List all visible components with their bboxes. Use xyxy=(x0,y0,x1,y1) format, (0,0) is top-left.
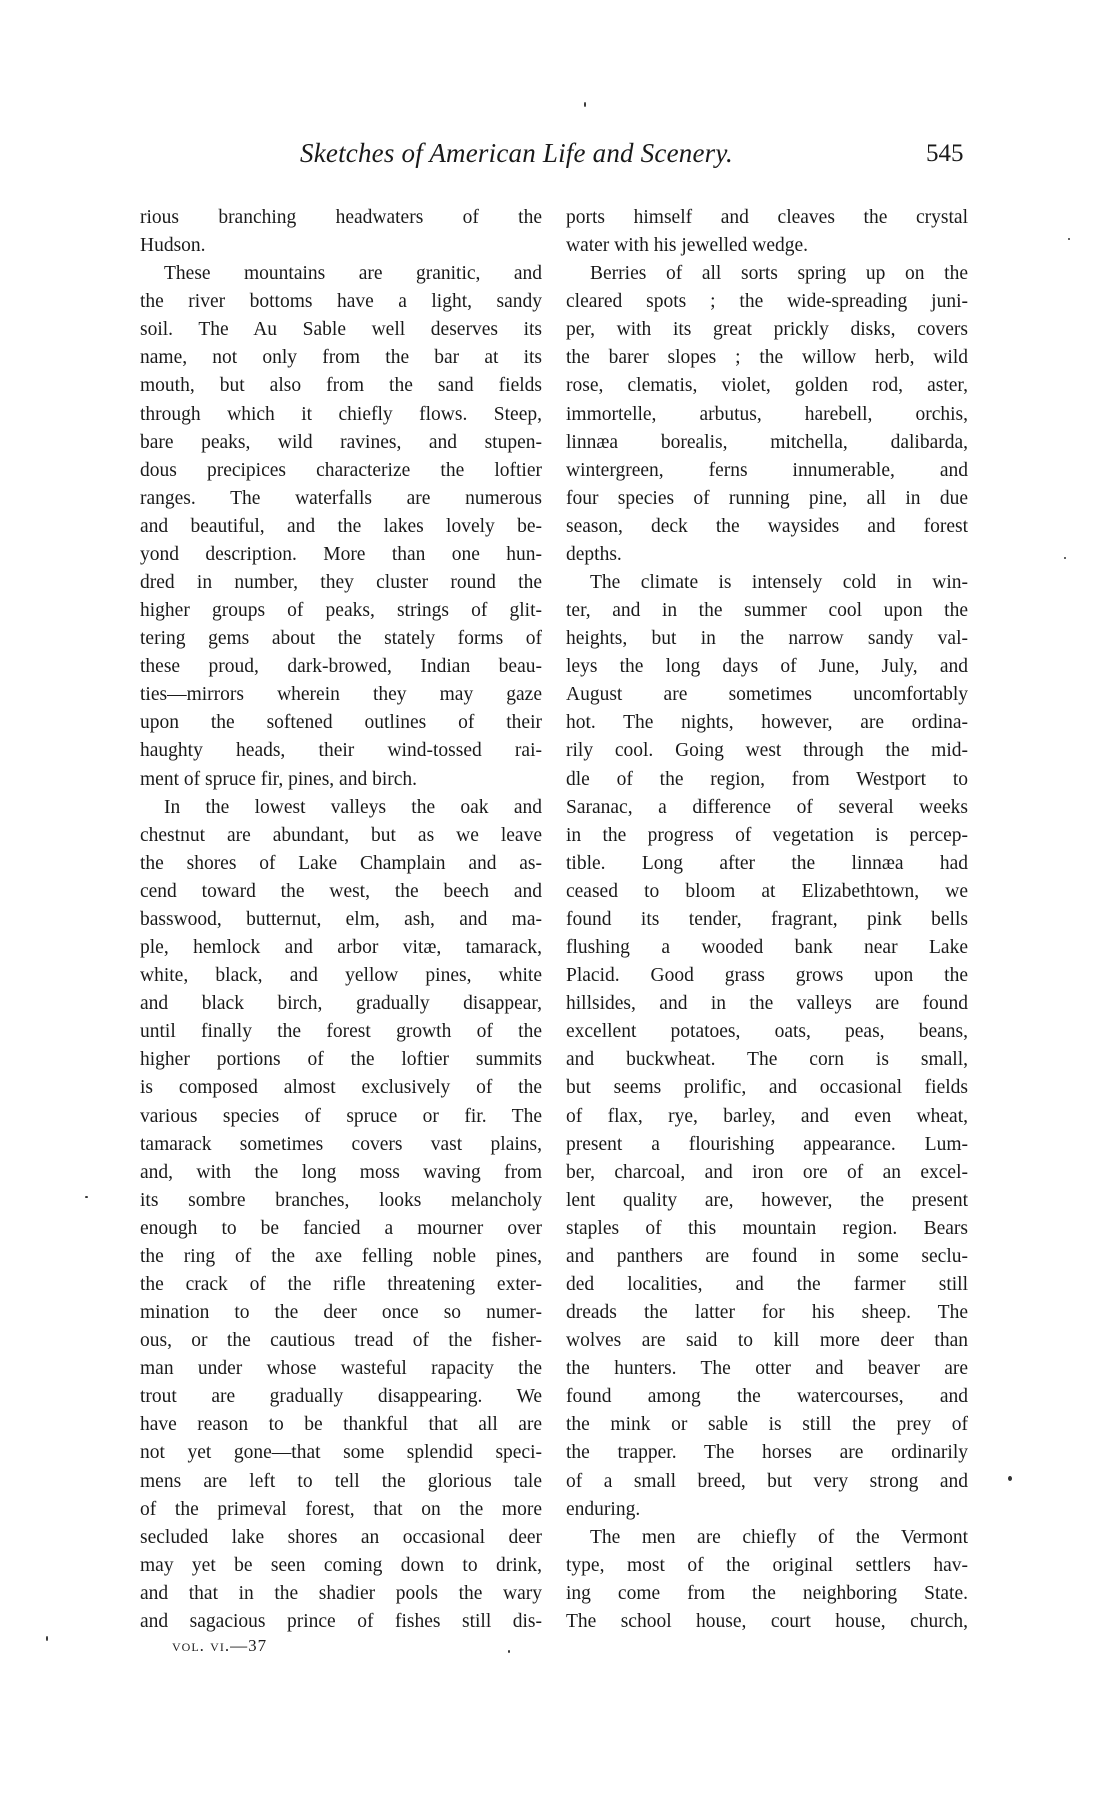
text-line: higher groups of peaks, strings of glit- xyxy=(140,600,542,622)
text-line: bare peaks, wild ravines, and stupen- xyxy=(140,431,542,453)
text-line: is composed almost exclusively of the xyxy=(140,1077,542,1099)
text-line: Hudson. xyxy=(140,235,206,257)
text-line: excellent potatoes, oats, peas, beans, xyxy=(566,1021,968,1043)
text-line: ranges. The waterfalls are numerous xyxy=(140,487,542,509)
text-line: The school house, court house, church, xyxy=(566,1610,968,1632)
text-line: wolves are said to kill more deer than xyxy=(566,1330,968,1352)
text-line: tering gems about the stately forms of xyxy=(140,628,542,650)
text-line: type, most of the original settlers hav- xyxy=(566,1554,968,1576)
signature-mark xyxy=(172,1636,267,1656)
text-line: through which it chiefly flows. Steep, xyxy=(140,403,542,425)
text-line: tible. Long after the linnæa had xyxy=(566,852,968,874)
text-line: mens are left to tell the glorious tale xyxy=(140,1470,542,1492)
text-line: ties—mirrors wherein they may gaze xyxy=(140,684,542,706)
text-line: ing come from the neighboring State. xyxy=(566,1582,968,1604)
text-line: ple, hemlock and arbor vitæ, tamarack, xyxy=(140,937,542,959)
text-line: cend toward the west, the beech and xyxy=(140,880,542,902)
text-line: and buckwheat. The corn is small, xyxy=(566,1049,968,1071)
text-line: the shores of Lake Champlain and as- xyxy=(140,852,542,874)
text-line: per, with its great prickly disks, covers xyxy=(566,319,968,341)
text-line: found among the watercourses, and xyxy=(566,1386,968,1408)
text-line: dred in number, they cluster round the xyxy=(140,572,542,594)
text-line: Placid. Good grass grows upon the xyxy=(566,965,968,987)
scan-speck xyxy=(1064,557,1066,559)
text-line: these proud, dark-browed, Indian beau- xyxy=(140,656,542,678)
text-line: rose, clematis, violet, golden rod, aster, xyxy=(566,375,968,397)
running-title: Sketches of American Life and Scenery. xyxy=(300,138,733,168)
text-line: found its tender, fragrant, pink bells xyxy=(566,908,968,930)
text-line: water with his jewelled wedge. xyxy=(566,235,809,257)
text-line: heights, but in the narrow sandy val- xyxy=(566,628,968,650)
text-line: staples of this mountain region. Bears xyxy=(566,1217,968,1239)
scan-speck xyxy=(1008,1476,1012,1481)
text-line: ports himself and cleaves the crystal xyxy=(566,207,968,228)
text-line: soil. The Au Sable well deserves its xyxy=(140,319,542,341)
text-line: of a small breed, but very strong and xyxy=(566,1470,968,1492)
text-line: mouth, but also from the sand fields xyxy=(140,375,542,397)
text-line: In the lowest valleys the oak and xyxy=(164,796,542,818)
text-line: ber, charcoal, and iron ore of an excel- xyxy=(566,1161,968,1183)
text-line: the river bottoms have a light, sandy xyxy=(140,291,542,313)
text-line: cleared spots ; the wide-spreading juni- xyxy=(566,291,968,313)
text-line: may yet be seen coming down to drink, xyxy=(140,1554,542,1576)
text-line: The men are chiefly of the Vermont xyxy=(590,1526,968,1548)
text-line: hillsides, and in the valleys are found xyxy=(566,993,968,1015)
text-line: until finally the forest growth of the xyxy=(140,1021,542,1043)
text-line: enduring. xyxy=(566,1498,641,1520)
text-line: depths. xyxy=(566,543,622,565)
text-line: mination to the deer once so numer- xyxy=(140,1302,542,1324)
text-line: higher portions of the loftier summits xyxy=(140,1049,542,1071)
text-line: wintergreen, ferns innumerable, and xyxy=(566,459,968,481)
text-line: August are sometimes uncomfortably xyxy=(566,684,968,706)
text-line: in the progress of vegetation is percep- xyxy=(566,824,968,846)
text-line: and that in the shadier pools the wary xyxy=(140,1582,542,1604)
text-line: four species of running pine, all in due xyxy=(566,487,968,509)
text-line: These mountains are granitic, and xyxy=(164,263,542,285)
text-line: white, black, and yellow pines, white xyxy=(140,965,542,987)
text-line: ter, and in the summer cool upon the xyxy=(566,600,968,622)
scan-speck xyxy=(46,1636,48,1641)
text-line: enough to be fancied a mourner over xyxy=(140,1217,542,1239)
left-column xyxy=(140,204,542,1636)
text-line: ment of spruce fir, pines, and birch. xyxy=(140,768,418,790)
text-line: not yet gone—that some splendid speci- xyxy=(140,1442,542,1464)
text-line: the mink or sable is still the prey of xyxy=(566,1414,968,1436)
signature-number: —37 xyxy=(230,1636,268,1655)
text-line: ded localities, and the farmer still xyxy=(566,1273,968,1295)
text-line: have reason to be thankful that all are xyxy=(140,1414,542,1436)
scan-speck xyxy=(584,102,586,107)
text-line: of flax, rye, barley, and even wheat, xyxy=(566,1105,968,1127)
text-line: leys the long days of June, July, and xyxy=(566,656,968,678)
text-line: but seems prolific, and occasional fields xyxy=(566,1077,968,1099)
text-line: Saranac, a difference of several weeks xyxy=(566,796,968,818)
text-line: and, with the long moss waving from xyxy=(140,1161,542,1183)
text-line: haughty heads, their wind-tossed rai- xyxy=(140,740,542,762)
text-line: ous, or the cautious tread of the fisher- xyxy=(140,1330,542,1352)
text-line: trout are gradually disappearing. We xyxy=(140,1386,542,1408)
text-line: The climate is intensely cold in win- xyxy=(590,572,968,594)
text-line: Berries of all sorts spring up on the xyxy=(590,263,968,285)
text-line: the ring of the axe felling noble pines, xyxy=(140,1245,542,1267)
text-line: linnæa borealis, mitchella, dalibarda, xyxy=(566,431,968,453)
text-line: man under whose wasteful rapacity the xyxy=(140,1358,542,1380)
text-line: its sombre branches, looks melancholy xyxy=(140,1189,542,1211)
text-line: upon the softened outlines of their xyxy=(140,712,542,734)
text-line: basswood, butternut, elm, ash, and ma- xyxy=(140,908,542,930)
text-line: dreads the latter for his sheep. The xyxy=(566,1302,968,1324)
text-line: present a flourishing appearance. Lum- xyxy=(566,1133,968,1155)
text-line: and sagacious prince of fishes still dis- xyxy=(140,1610,542,1632)
text-line: dle of the region, from Westport to xyxy=(566,768,968,790)
text-line: yond description. More than one hun- xyxy=(140,543,542,565)
text-line: immortelle, arbutus, harebell, orchis, xyxy=(566,403,968,425)
text-line: of the primeval forest, that on the more xyxy=(140,1498,542,1520)
text-line: hot. The nights, however, are ordina- xyxy=(566,712,968,734)
text-line: rious branching headwaters of the xyxy=(140,207,542,228)
signature-volume: vol. vi. xyxy=(172,1636,231,1655)
scan-speck xyxy=(1068,238,1070,240)
text-line: rily cool. Going west through the mid- xyxy=(566,740,968,762)
text-line: various species of spruce or fir. The xyxy=(140,1105,542,1127)
text-line: lent quality are, however, the present xyxy=(566,1189,968,1211)
text-line: ceased to bloom at Elizabethtown, we xyxy=(566,880,968,902)
text-line: and panthers are found in some seclu- xyxy=(566,1245,968,1267)
page-number: 545 xyxy=(926,140,964,167)
scan-speck xyxy=(85,1196,88,1198)
text-line: the barer slopes ; the willow herb, wild xyxy=(566,347,968,369)
right-column xyxy=(566,204,968,1636)
text-line: dous precipices characterize the loftier xyxy=(140,459,542,481)
text-line: secluded lake shores an occasional deer xyxy=(140,1526,542,1548)
text-line: season, deck the waysides and forest xyxy=(566,515,968,537)
text-line: the crack of the rifle threatening exter- xyxy=(140,1273,542,1295)
text-line: and black birch, gradually disappear, xyxy=(140,993,542,1015)
text-line: the trapper. The horses are ordinarily xyxy=(566,1442,968,1464)
text-line: name, not only from the bar at its xyxy=(140,347,542,369)
text-line: flushing a wooded bank near Lake xyxy=(566,937,968,959)
scan-speck xyxy=(508,1650,510,1653)
text-line: the hunters. The otter and beaver are xyxy=(566,1358,968,1380)
text-line: and beautiful, and the lakes lovely be- xyxy=(140,515,542,537)
text-line: chestnut are abundant, but as we leave xyxy=(140,824,542,846)
text-line: tamarack sometimes covers vast plains, xyxy=(140,1133,542,1155)
